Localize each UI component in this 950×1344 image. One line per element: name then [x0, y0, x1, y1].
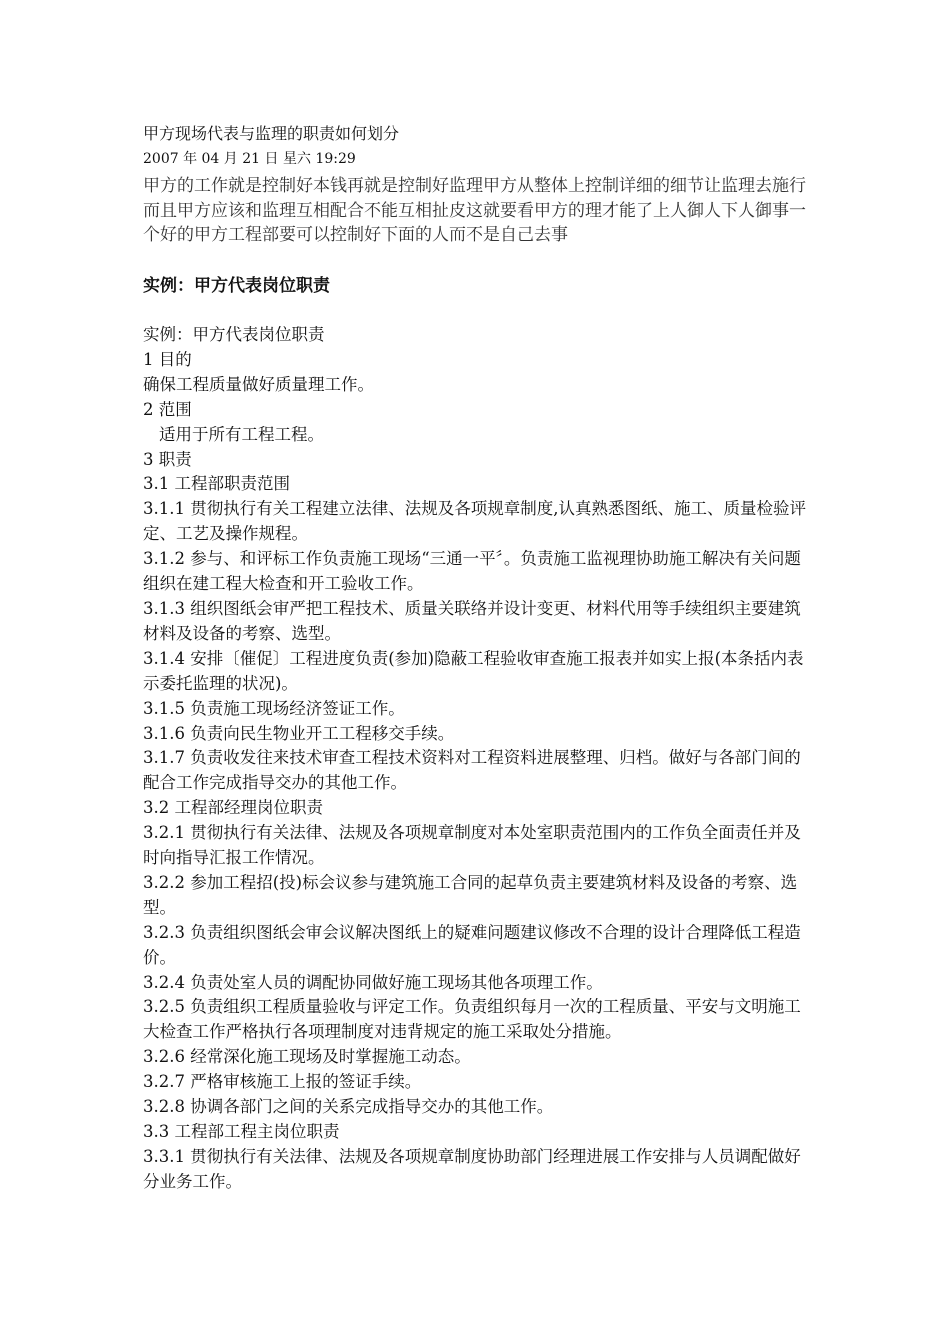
article-date: 2007 年 04 月 21 日 星六 19:29 — [143, 151, 356, 167]
body-line-3-2-3: 3.2.3 负责组织图纸会审会议解决图纸上的疑难问题建议修改不合理的设计合理降低工程造价。 — [143, 922, 801, 967]
body-line-3-2: 3.2 工程部经理岗位职责 — [143, 798, 323, 818]
body-line-3-3-1: 3.3.1 贯彻执行有关法律、法规及各项规章制度协助部门经理进展工作安排与人员调配做好分业务工作。 — [143, 1146, 801, 1191]
body-line-3-1-2: 3.1.2 参与、和评标工作负责施工现场“三通一平〞。负责施工监视理协助施工解决有关问题组织在建工程大检查和开工验收工作。 — [143, 549, 801, 594]
body-line-3-2-8: 3.2.8 协调各部门之间的关系完成指导交办的其他工作。 — [143, 1097, 554, 1117]
body-line-subtitle: 实例：甲方代表岗位职责 — [143, 325, 325, 344]
body-line-duties-heading: 3 职责 — [143, 449, 192, 469]
section-heading: 实例：甲方代表岗位职责 — [143, 276, 330, 296]
body-line-3-1-7: 3.1.7 负责收发往来技术审查工程技术资料对工程资料进展整理、归档。做好与各部门间的配合工作完成指导交办的其他工作。 — [143, 748, 801, 793]
body-line-3-2-1: 3.2.1 贯彻执行有关法律、法规及各项规章制度对本处室职责范围内的工作负全面责任并及时向指导汇报工作情况。 — [143, 823, 801, 868]
body-line-3-2-6: 3.2.6 经常深化施工现场及时掌握施工动态。 — [143, 1047, 471, 1067]
body-line-scope-heading: 2 范围 — [143, 399, 192, 419]
body-line-3-2-7: 3.2.7 严格审核施工上报的签证手续。 — [143, 1072, 422, 1092]
body-line-3-2-4: 3.2.4 负责处室人员的调配协同做好施工现场其他各项理工作。 — [143, 972, 603, 992]
body-line-purpose-heading: 1 目的 — [143, 349, 192, 369]
document-body — [143, 323, 808, 1195]
body-line-3-1-5: 3.1.5 负责施工现场经济签证工作。 — [143, 698, 405, 718]
body-line-scope-text: 适用于所有工程工程。 — [159, 424, 324, 444]
body-line-3-1-3: 3.1.3 组织图纸会审严把工程技术、质量关联络并设计变更、材料代用等手续组织主要建筑材料及设备的考察、选型。 — [143, 598, 801, 643]
body-line-3-2-5: 3.2.5 负责组织工程质量验收与评定工作。负责组织每月一次的工程质量、平安与文明施工大检查工作严格执行各项理制度对违背规定的施工采取处分措施。 — [143, 997, 801, 1042]
body-line-purpose-text: 确保工程质量做好质量理工作。 — [143, 374, 374, 394]
article-title: 甲方现场代表与监理的职责如何划分 — [143, 124, 400, 143]
article-intro: 甲方的工作就是控制好本钱再就是控制好监理甲方从整体上控制详细的细节让监理去施行而且甲方应该和监理互相配合不能互相扯皮这就要看甲方的理才能了上人御人下人御事一个好的甲方工程部要可以控制好下面的人而不是自己去事 — [143, 176, 806, 246]
body-line-3-1: 3.1 工程部职责范围 — [143, 474, 290, 494]
body-line-3-1-4: 3.1.4 安排〔催促〕工程进度负责(参加)隐蔽工程验收审查施工报表并如实上报(本条括内表示委托监理的状况)。 — [143, 648, 804, 693]
body-line-3-3: 3.3 工程部工程主岗位职责 — [143, 1122, 340, 1141]
body-line-3-2-2: 3.2.2 参加工程招(投)标会议参与建筑施工合同的起草负责主要建筑材料及设备的考察、选型。 — [143, 872, 798, 917]
body-line-3-1-1: 3.1.1 贯彻执行有关工程建立法律、法规及各项规章制度,认真熟悉图纸、施工、质量检验评定、工艺及操作规程。 — [143, 499, 806, 544]
body-line-3-1-6: 3.1.6 负责向民生物业开工工程移交手续。 — [143, 723, 455, 743]
